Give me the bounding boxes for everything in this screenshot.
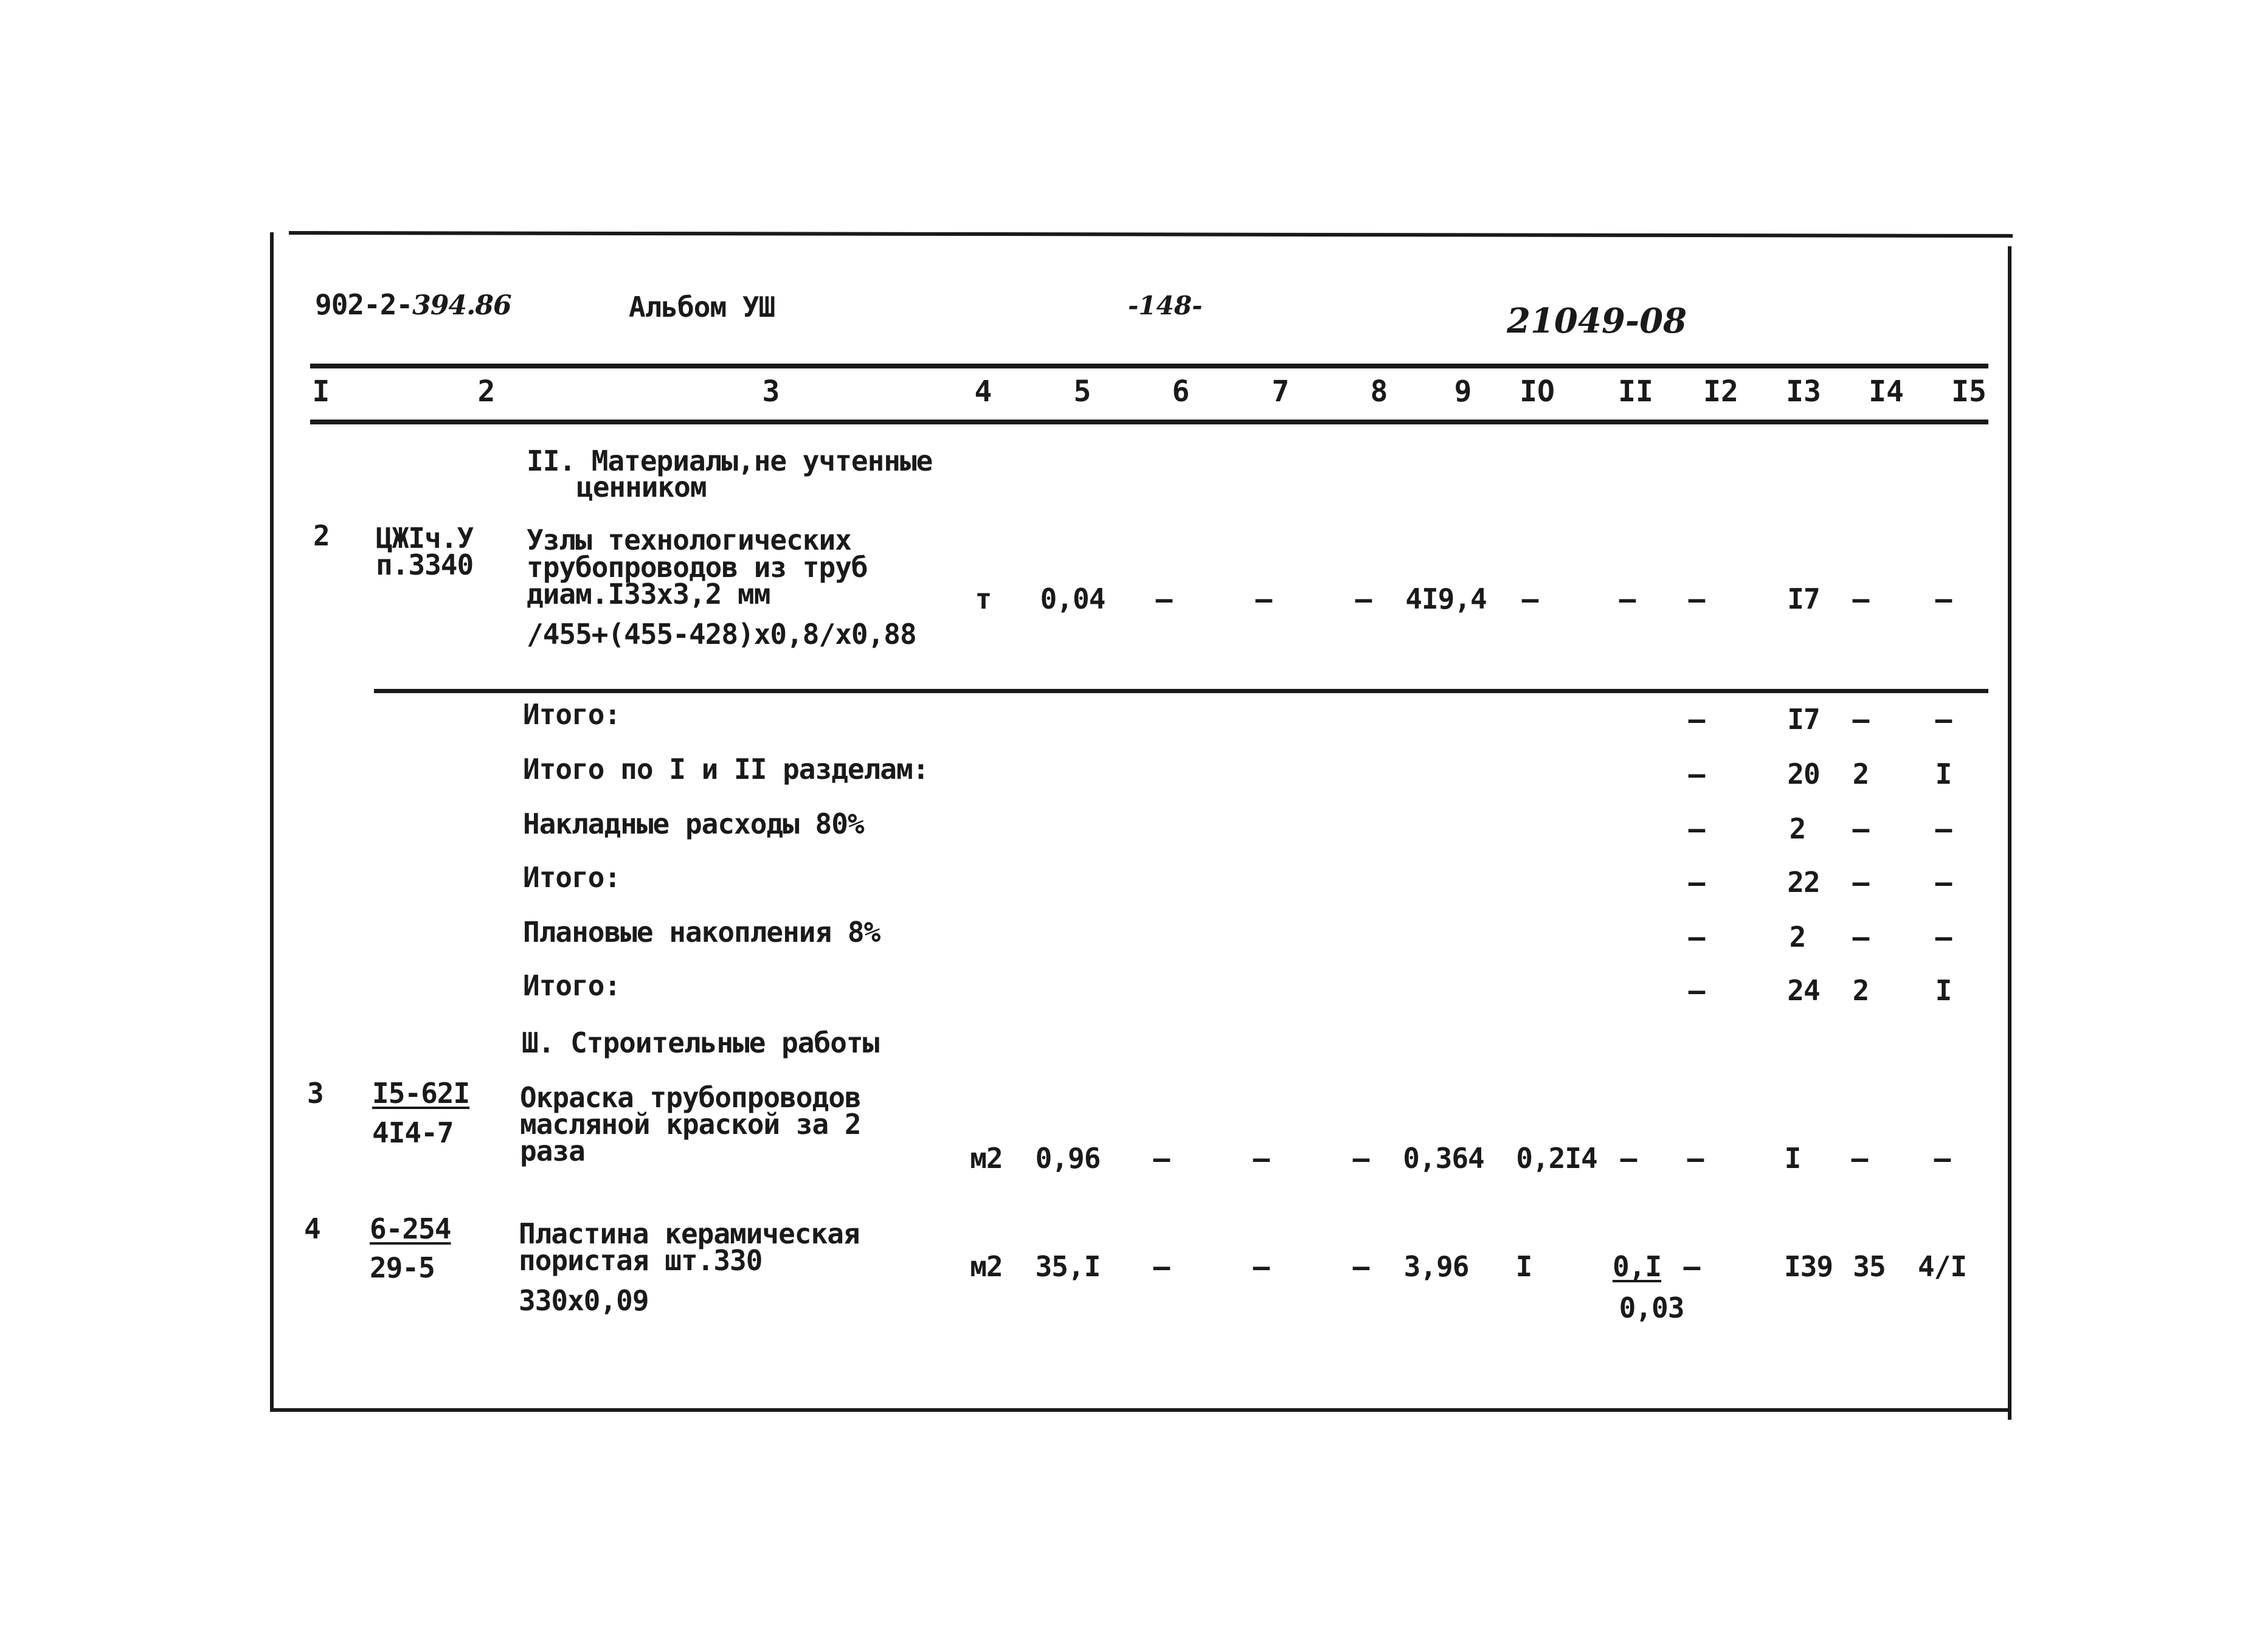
- item-3-number: 3: [307, 1077, 323, 1110]
- total-3-col15: –: [1935, 812, 1952, 845]
- total-1-col12: –: [1688, 703, 1705, 736]
- total-6-col13: 24: [1787, 974, 1820, 1007]
- item-2-desc-line4: /455+(455-428)x0,8/x0,88: [527, 618, 916, 651]
- item-3-col13: I: [1784, 1142, 1801, 1175]
- item-2-ref-line2: п.3340: [376, 548, 474, 581]
- frame-top: [289, 231, 2013, 238]
- item-3-col14: –: [1851, 1142, 1868, 1175]
- item-2-col13: I7: [1787, 582, 1820, 615]
- total-2-col15: I: [1935, 758, 1952, 790]
- col-num-5: 5: [1073, 375, 1091, 409]
- frame-right: [2008, 246, 2011, 1420]
- col-num-3: 3: [762, 375, 780, 409]
- item-2-separator: [374, 689, 1988, 693]
- total-4-label: Итого:: [523, 861, 621, 894]
- item-2-col14: –: [1852, 582, 1869, 615]
- total-4-col12: –: [1688, 866, 1705, 899]
- item-3-col15: –: [1934, 1142, 1951, 1175]
- item-2-col11: –: [1619, 582, 1636, 615]
- col-num-2: 2: [477, 375, 496, 409]
- project-number: [315, 288, 511, 321]
- section-2-title-line1: II. Материалы,не учтенные: [527, 444, 933, 477]
- item-2-desc-line1: Узлы технологических: [527, 524, 851, 556]
- total-5-col14: –: [1852, 921, 1869, 953]
- col-num-9: 9: [1454, 375, 1472, 409]
- col-num-10: IO: [1520, 375, 1555, 409]
- item-4-col9: 3,96: [1403, 1250, 1469, 1283]
- item-4-number: 4: [304, 1212, 320, 1245]
- item-2-col7: –: [1255, 582, 1272, 615]
- item-2-number: 2: [313, 519, 330, 552]
- section-2-title-line2: ценником: [576, 471, 707, 503]
- total-5-col13: 2: [1789, 921, 1806, 953]
- item-4-col5: 35,I: [1035, 1250, 1101, 1283]
- total-1-label: Итого:: [523, 698, 621, 731]
- project-suffix: 394.86: [412, 290, 511, 321]
- total-5-label: Плановые накопления 8%: [523, 916, 880, 949]
- col-num-6: 6: [1172, 375, 1190, 409]
- item-2-col9: 4I9,4: [1405, 582, 1487, 615]
- col-num-12: I2: [1703, 375, 1738, 409]
- total-1-col15: –: [1935, 703, 1952, 736]
- item-3-col7: –: [1253, 1142, 1270, 1175]
- project-prefix: 902-2-: [315, 288, 413, 321]
- total-6-col14: 2: [1852, 974, 1869, 1007]
- item-4-col11-top: 0,I: [1612, 1250, 1662, 1283]
- item-3-col11: –: [1620, 1142, 1637, 1175]
- total-1-col13: I7: [1787, 703, 1820, 736]
- item-3-col12: –: [1687, 1142, 1704, 1175]
- total-6-col15: I: [1935, 974, 1952, 1007]
- item-4-ref-line1: 6-254: [370, 1212, 451, 1245]
- item-3-ref-line1: I5-62I: [372, 1077, 470, 1110]
- item-3-desc-line2: масляной краской за 2: [520, 1108, 861, 1141]
- item-3-ref-line2: 4I4-7: [372, 1116, 454, 1149]
- item-4-col14: 35: [1853, 1250, 1886, 1283]
- total-5-col15: –: [1935, 921, 1952, 953]
- item-3-col9: 0,364: [1403, 1142, 1484, 1175]
- item-4-desc-line1: Пластина керамическая: [519, 1217, 860, 1250]
- item-2-desc-line3: диам.I33x3,2 мм: [527, 578, 770, 610]
- album-label: Альбом УШ: [629, 291, 775, 323]
- col-num-4: 4: [974, 375, 992, 409]
- item-4-col12: –: [1683, 1250, 1700, 1283]
- item-2-col8: –: [1355, 582, 1372, 615]
- item-4-col13: I39: [1783, 1250, 1833, 1283]
- total-3-col14: –: [1852, 812, 1869, 845]
- col-num-8: 8: [1370, 375, 1388, 409]
- page-number: -148-: [1128, 291, 1203, 320]
- col-num-14: I4: [1869, 375, 1904, 409]
- item-4-desc-line3: 330x0,09: [519, 1284, 649, 1317]
- item-3-col8: –: [1352, 1142, 1369, 1175]
- item-2-desc-line2: трубопроводов из труб: [527, 551, 868, 584]
- total-2-col14: 2: [1852, 758, 1869, 790]
- total-6-label: Итого:: [523, 969, 621, 1002]
- item-2-ref-line1: ЦЖIч.У: [376, 522, 474, 555]
- item-2-col15: –: [1935, 582, 1952, 615]
- item-4-unit: м2: [970, 1250, 1003, 1283]
- item-2-col6: –: [1155, 582, 1172, 615]
- frame-bottom: [270, 1408, 2010, 1412]
- item-4-col7: –: [1253, 1250, 1270, 1283]
- total-3-label: Накладные расходы 80%: [523, 807, 864, 840]
- total-4-col13: 22: [1787, 866, 1820, 899]
- item-4-ref-line2: 29-5: [370, 1251, 435, 1284]
- item-3-desc-line1: Окраска трубопроводов: [520, 1081, 861, 1114]
- header-rule-top: [310, 364, 1988, 368]
- col-num-11: II: [1618, 375, 1653, 409]
- total-2-label: Итого по I и II разделам:: [523, 753, 929, 786]
- item-2-col10: –: [1521, 582, 1538, 615]
- total-6-col12: –: [1688, 974, 1705, 1007]
- item-4-col6: –: [1153, 1250, 1170, 1283]
- total-2-col12: –: [1688, 758, 1705, 790]
- total-5-col12: –: [1688, 921, 1705, 953]
- total-2-col13: 20: [1787, 758, 1820, 790]
- header-rule-bottom: [310, 420, 1988, 424]
- frame-left: [270, 232, 274, 1412]
- item-3-col6: –: [1153, 1142, 1170, 1175]
- item-2-unit: т: [975, 582, 992, 615]
- item-3-col10: 0,2I4: [1516, 1142, 1597, 1175]
- col-num-15: I5: [1951, 375, 1987, 409]
- total-3-col13: 2: [1789, 812, 1806, 845]
- item-4-col8: –: [1352, 1250, 1369, 1283]
- col-num-13: I3: [1786, 375, 1821, 409]
- col-num-1: I: [312, 375, 330, 409]
- item-4-col15: 4/I: [1917, 1250, 1967, 1283]
- document-code: 21049-08: [1507, 301, 1687, 341]
- item-2-col12: –: [1688, 582, 1705, 615]
- item-3-desc-line3: раза: [520, 1135, 585, 1167]
- item-2-col5: 0,04: [1040, 582, 1105, 615]
- item-3-col5: 0,96: [1035, 1142, 1101, 1175]
- section-3-title: Ш. Строительные работы: [522, 1026, 879, 1059]
- total-1-col14: –: [1852, 703, 1869, 736]
- item-4-desc-line2: пористая шт.330: [519, 1244, 763, 1277]
- item-4-col10: I: [1515, 1250, 1532, 1283]
- total-3-col12: –: [1688, 812, 1705, 845]
- total-4-col14: –: [1852, 866, 1869, 899]
- item-3-unit: м2: [970, 1142, 1003, 1175]
- total-4-col15: –: [1935, 866, 1952, 899]
- col-num-7: 7: [1271, 375, 1290, 409]
- item-4-col11-bottom: 0,03: [1619, 1291, 1684, 1324]
